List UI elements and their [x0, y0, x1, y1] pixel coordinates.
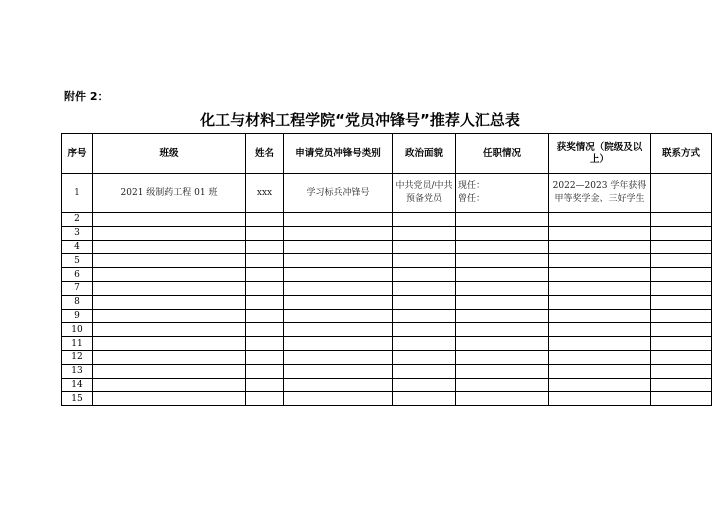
cell-position[interactable]: [456, 281, 549, 295]
header-position: 任职情况: [456, 134, 549, 174]
cell-no: 1: [62, 174, 93, 213]
cell-position[interactable]: [456, 226, 549, 240]
cell-name[interactable]: [246, 281, 284, 295]
table-row: [62, 392, 712, 406]
cell-class[interactable]: [93, 323, 246, 337]
header-name: 姓名: [246, 134, 284, 174]
cell-position[interactable]: [456, 213, 549, 227]
table-row: [62, 378, 712, 392]
cell-type[interactable]: [284, 254, 393, 268]
cell-contact[interactable]: [651, 364, 712, 378]
cell-contact[interactable]: [651, 392, 712, 406]
cell-type[interactable]: [284, 350, 393, 364]
cell-no: 15: [62, 392, 93, 406]
cell-political[interactable]: 中共党员/中共预备党员: [393, 174, 456, 213]
cell-no: 14: [62, 378, 93, 392]
cell-political[interactable]: [393, 281, 456, 295]
cell-position[interactable]: [456, 392, 549, 406]
cell-class[interactable]: [93, 254, 246, 268]
cell-position[interactable]: [456, 378, 549, 392]
cell-no: 10: [62, 323, 93, 337]
cell-awards[interactable]: [549, 309, 651, 323]
header-class: 班级: [93, 134, 246, 174]
cell-type[interactable]: [284, 378, 393, 392]
cell-type[interactable]: [284, 392, 393, 406]
table-row: [62, 295, 712, 309]
cell-position[interactable]: [456, 350, 549, 364]
cell-class[interactable]: [93, 378, 246, 392]
cell-class[interactable]: [93, 337, 246, 351]
cell-no: 7: [62, 281, 93, 295]
cell-awards[interactable]: [549, 392, 651, 406]
cell-no: 11: [62, 337, 93, 351]
cell-political[interactable]: [393, 337, 456, 351]
cell-awards[interactable]: [549, 378, 651, 392]
cell-name[interactable]: [246, 323, 284, 337]
cell-position[interactable]: [456, 323, 549, 337]
cell-contact[interactable]: [651, 295, 712, 309]
cell-awards[interactable]: [549, 213, 651, 227]
table-row: [62, 240, 712, 254]
cell-class[interactable]: [93, 295, 246, 309]
cell-awards[interactable]: [549, 295, 651, 309]
cell-contact[interactable]: [651, 174, 712, 213]
cell-contact[interactable]: [651, 268, 712, 282]
cell-class[interactable]: 2021 级制药工程 01 班: [93, 174, 246, 213]
cell-awards[interactable]: [549, 226, 651, 240]
cell-position[interactable]: [456, 254, 549, 268]
cell-position[interactable]: [456, 268, 549, 282]
cell-name[interactable]: [246, 268, 284, 282]
cell-political[interactable]: [393, 226, 456, 240]
cell-contact[interactable]: [651, 213, 712, 227]
cell-class[interactable]: [93, 350, 246, 364]
cell-class[interactable]: [93, 364, 246, 378]
cell-type[interactable]: [284, 309, 393, 323]
cell-no: 12: [62, 350, 93, 364]
header-awards: 获奖情况（院级及以上）: [549, 134, 651, 174]
cell-contact[interactable]: [651, 323, 712, 337]
table-row: [62, 281, 712, 295]
cell-no: 8: [62, 295, 93, 309]
cell-contact[interactable]: [651, 337, 712, 351]
cell-political[interactable]: [393, 392, 456, 406]
cell-political[interactable]: [393, 350, 456, 364]
cell-contact[interactable]: [651, 281, 712, 295]
cell-political[interactable]: [393, 323, 456, 337]
cell-awards[interactable]: [549, 281, 651, 295]
cell-name[interactable]: [246, 213, 284, 227]
cell-name[interactable]: [246, 392, 284, 406]
cell-no: 4: [62, 240, 93, 254]
cell-no: 3: [62, 226, 93, 240]
cell-awards[interactable]: [549, 364, 651, 378]
cell-political[interactable]: [393, 254, 456, 268]
cell-class[interactable]: [93, 213, 246, 227]
cell-type[interactable]: [284, 364, 393, 378]
header-contact: 联系方式: [651, 134, 712, 174]
cell-type[interactable]: [284, 213, 393, 227]
cell-type[interactable]: [284, 268, 393, 282]
cell-political[interactable]: [393, 240, 456, 254]
cell-contact[interactable]: [651, 350, 712, 364]
cell-class[interactable]: [93, 281, 246, 295]
table-row: [62, 309, 712, 323]
cell-type[interactable]: [284, 337, 393, 351]
table-row: [62, 174, 712, 213]
cell-type[interactable]: [284, 240, 393, 254]
cell-no: 13: [62, 364, 93, 378]
cell-awards[interactable]: [549, 350, 651, 364]
cell-awards[interactable]: 2022—2023 学年获得甲等奖学金、三好学生: [549, 174, 651, 213]
cell-type[interactable]: [284, 295, 393, 309]
cell-name[interactable]: [246, 350, 284, 364]
table-row: [62, 323, 712, 337]
cell-no: 6: [62, 268, 93, 282]
cell-name[interactable]: [246, 364, 284, 378]
cell-awards[interactable]: [549, 337, 651, 351]
cell-contact[interactable]: [651, 226, 712, 240]
header-political: 政治面貌: [393, 134, 456, 174]
cell-political[interactable]: [393, 378, 456, 392]
cell-political[interactable]: [393, 309, 456, 323]
cell-name[interactable]: [246, 337, 284, 351]
cell-no: 2: [62, 213, 93, 227]
cell-name[interactable]: [246, 378, 284, 392]
position-former: 曾任：: [458, 194, 486, 204]
cell-awards[interactable]: [549, 254, 651, 268]
cell-position[interactable]: [456, 337, 549, 351]
cell-political[interactable]: [393, 268, 456, 282]
cell-position[interactable]: [456, 240, 549, 254]
cell-position[interactable]: [456, 309, 549, 323]
attachment-label: 附件 2：: [64, 90, 109, 103]
cell-contact[interactable]: [651, 240, 712, 254]
table-row: [62, 337, 712, 351]
cell-class[interactable]: [93, 268, 246, 282]
cell-awards[interactable]: [549, 268, 651, 282]
table-row: [62, 268, 712, 282]
cell-type[interactable]: [284, 281, 393, 295]
cell-awards[interactable]: [549, 323, 651, 337]
position-current: 现任：: [458, 181, 486, 191]
header-no: 序号: [62, 134, 93, 174]
header-type: 申请党员冲锋号类别: [284, 134, 393, 174]
table-row: [62, 254, 712, 268]
cell-political[interactable]: [393, 295, 456, 309]
cell-contact[interactable]: [651, 309, 712, 323]
table-row: [62, 213, 712, 227]
cell-class[interactable]: [93, 226, 246, 240]
cell-name[interactable]: [246, 240, 284, 254]
cell-position[interactable]: [456, 174, 549, 213]
cell-position[interactable]: [456, 295, 549, 309]
cell-no: 9: [62, 309, 93, 323]
cell-contact[interactable]: [651, 378, 712, 392]
cell-name[interactable]: xxx: [246, 174, 284, 213]
cell-type[interactable]: [284, 226, 393, 240]
cell-awards[interactable]: [549, 240, 651, 254]
table-row: [62, 226, 712, 240]
cell-no: 5: [62, 254, 93, 268]
cell-name[interactable]: [246, 295, 284, 309]
recommendation-summary-table: [61, 133, 712, 406]
cell-political[interactable]: [393, 213, 456, 227]
cell-class[interactable]: [93, 240, 246, 254]
cell-political[interactable]: [393, 364, 456, 378]
cell-class[interactable]: [93, 309, 246, 323]
cell-type[interactable]: [284, 323, 393, 337]
table-row: [62, 364, 712, 378]
cell-name[interactable]: [246, 254, 284, 268]
cell-position[interactable]: [456, 364, 549, 378]
cell-name[interactable]: [246, 226, 284, 240]
cell-name[interactable]: [246, 309, 284, 323]
table-row: [62, 350, 712, 364]
cell-type[interactable]: 学习标兵冲锋号: [284, 174, 393, 213]
document-title: 化工与材料工程学院“党员冲锋号”推荐人汇总表: [200, 111, 520, 129]
cell-class[interactable]: [93, 392, 246, 406]
header-row: [62, 134, 712, 174]
cell-contact[interactable]: [651, 254, 712, 268]
